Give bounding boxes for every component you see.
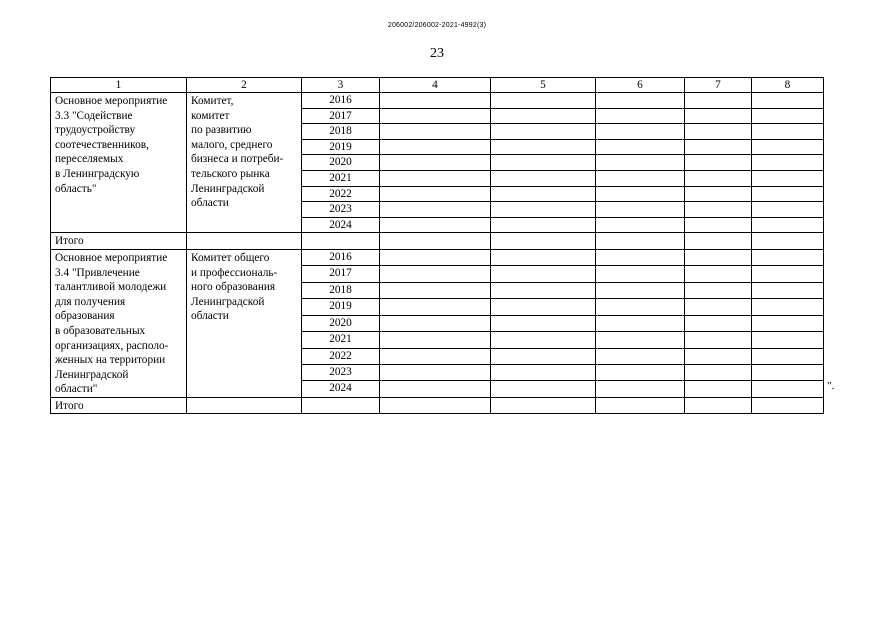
empty-value-cell	[596, 299, 685, 315]
empty-value-cell	[596, 124, 685, 140]
empty-value-cell	[752, 186, 824, 202]
event-name-line: область"	[55, 182, 97, 195]
empty-value-cell	[596, 282, 685, 298]
empty-value-cell	[491, 282, 596, 298]
executor-line: Комитет общего	[191, 251, 270, 264]
event-name-line: Ленинградской	[55, 368, 129, 381]
column-number: 4	[380, 78, 491, 93]
year-cell: 2019	[302, 139, 380, 155]
empty-value-cell	[596, 348, 685, 364]
event-name-line: талантливой молодежи	[55, 281, 167, 294]
event-name-line: для получения	[55, 295, 126, 308]
closing-quote-mark: ".	[827, 380, 835, 392]
empty-value-cell	[752, 381, 824, 397]
program-table	[50, 77, 824, 414]
empty-value-cell	[685, 332, 752, 348]
empty-value-cell	[596, 186, 685, 202]
empty-value-cell	[380, 124, 491, 140]
page-number: 23	[430, 46, 444, 61]
empty-value-cell	[596, 266, 685, 282]
empty-value-cell	[302, 233, 380, 250]
event-name-line: Основное мероприятие	[55, 251, 168, 264]
empty-value-cell	[752, 124, 824, 140]
column-number: 6	[596, 78, 685, 93]
empty-value-cell	[380, 217, 491, 233]
empty-value-cell	[187, 397, 302, 414]
empty-value-cell	[380, 365, 491, 381]
empty-value-cell	[752, 93, 824, 109]
empty-value-cell	[380, 282, 491, 298]
event-name-line: области"	[55, 383, 98, 396]
column-number: 3	[302, 78, 380, 93]
year-cell: 2023	[302, 202, 380, 218]
empty-value-cell	[380, 266, 491, 282]
empty-value-cell	[380, 233, 491, 250]
year-cell: 2024	[302, 217, 380, 233]
empty-value-cell	[685, 348, 752, 364]
empty-value-cell	[685, 186, 752, 202]
empty-value-cell	[685, 397, 752, 414]
empty-value-cell	[752, 397, 824, 414]
empty-value-cell	[752, 170, 824, 186]
empty-value-cell	[302, 397, 380, 414]
event-name-cell	[51, 249, 187, 397]
year-row	[51, 249, 824, 265]
executor-line: области	[191, 197, 229, 210]
year-cell: 2021	[302, 332, 380, 348]
empty-value-cell	[685, 124, 752, 140]
empty-value-cell	[596, 233, 685, 250]
empty-value-cell	[752, 108, 824, 124]
total-row	[51, 233, 824, 250]
empty-value-cell	[752, 348, 824, 364]
empty-value-cell	[752, 332, 824, 348]
executor-cell	[187, 249, 302, 397]
event-name-line: трудоустройству	[55, 124, 136, 137]
document-id: 206002/206002-2021-4992(3)	[387, 22, 487, 29]
empty-value-cell	[685, 249, 752, 265]
empty-value-cell	[685, 217, 752, 233]
empty-value-cell	[491, 332, 596, 348]
event-name-line: женных на территории	[55, 354, 166, 367]
empty-value-cell	[491, 249, 596, 265]
event-name-cell	[51, 93, 187, 233]
empty-value-cell	[685, 139, 752, 155]
empty-value-cell	[685, 315, 752, 331]
empty-value-cell	[596, 202, 685, 218]
empty-value-cell	[685, 381, 752, 397]
executor-line: Комитет,	[191, 95, 234, 107]
event-name-line: 3.4 "Привлечение	[55, 266, 140, 279]
year-cell: 2022	[302, 186, 380, 202]
empty-value-cell	[596, 170, 685, 186]
empty-value-cell	[380, 202, 491, 218]
executor-line: Ленинградской	[191, 182, 265, 195]
empty-value-cell	[752, 315, 824, 331]
executor-line: ного образования	[191, 281, 276, 294]
empty-value-cell	[491, 381, 596, 397]
empty-value-cell	[491, 139, 596, 155]
executor-line: области	[191, 310, 229, 323]
total-row	[51, 397, 824, 414]
empty-value-cell	[752, 365, 824, 381]
year-cell: 2022	[302, 348, 380, 364]
empty-value-cell	[491, 348, 596, 364]
empty-value-cell	[596, 249, 685, 265]
empty-value-cell	[596, 155, 685, 171]
year-cell: 2019	[302, 299, 380, 315]
year-cell: 2016	[302, 249, 380, 265]
empty-value-cell	[380, 381, 491, 397]
empty-value-cell	[596, 139, 685, 155]
empty-value-cell	[685, 93, 752, 109]
event-name-line: Основное мероприятие	[55, 95, 168, 107]
empty-value-cell	[596, 332, 685, 348]
empty-value-cell	[380, 155, 491, 171]
empty-value-cell	[380, 93, 491, 109]
empty-value-cell	[491, 266, 596, 282]
empty-value-cell	[187, 233, 302, 250]
empty-value-cell	[596, 315, 685, 331]
year-cell: 2018	[302, 282, 380, 298]
event-name-line: 3.3 "Содействие	[55, 109, 133, 122]
empty-value-cell	[380, 108, 491, 124]
empty-value-cell	[685, 170, 752, 186]
empty-value-cell	[685, 202, 752, 218]
empty-value-cell	[491, 365, 596, 381]
empty-value-cell	[491, 233, 596, 250]
column-number: 7	[685, 78, 752, 93]
empty-value-cell	[491, 397, 596, 414]
empty-value-cell	[380, 397, 491, 414]
executor-line: бизнеса и потреби-	[191, 153, 284, 166]
empty-value-cell	[685, 282, 752, 298]
empty-value-cell	[596, 217, 685, 233]
empty-value-cell	[491, 170, 596, 186]
executor-line: Ленинградской	[191, 295, 265, 308]
year-cell: 2021	[302, 170, 380, 186]
empty-value-cell	[380, 139, 491, 155]
empty-value-cell	[491, 217, 596, 233]
empty-value-cell	[380, 348, 491, 364]
empty-value-cell	[491, 93, 596, 109]
empty-value-cell	[491, 124, 596, 140]
empty-value-cell	[685, 365, 752, 381]
empty-value-cell	[380, 170, 491, 186]
column-number-row	[51, 78, 824, 93]
executor-line: тельского рынка	[191, 167, 270, 180]
empty-value-cell	[596, 397, 685, 414]
year-row	[51, 93, 824, 109]
executor-cell	[187, 93, 302, 233]
executor-line: малого, среднего	[191, 138, 273, 151]
year-cell: 2023	[302, 365, 380, 381]
event-name-line: переселяемых	[55, 153, 124, 166]
event-name-line: образования	[55, 310, 115, 323]
empty-value-cell	[752, 266, 824, 282]
executor-line: и профессиональ-	[191, 266, 278, 279]
year-cell: 2017	[302, 266, 380, 282]
empty-value-cell	[596, 365, 685, 381]
column-number: 1	[51, 78, 187, 93]
event-name-line: организациях, располо-	[55, 339, 169, 352]
empty-value-cell	[685, 233, 752, 250]
empty-value-cell	[596, 93, 685, 109]
empty-value-cell	[491, 202, 596, 218]
year-cell: 2020	[302, 315, 380, 331]
empty-value-cell	[752, 299, 824, 315]
year-cell: 2018	[302, 124, 380, 140]
event-name-line: в Ленинградскую	[55, 167, 140, 180]
empty-value-cell	[491, 315, 596, 331]
column-number: 8	[752, 78, 824, 93]
empty-value-cell	[380, 315, 491, 331]
empty-value-cell	[491, 186, 596, 202]
empty-value-cell	[685, 155, 752, 171]
empty-value-cell	[685, 299, 752, 315]
empty-value-cell	[752, 233, 824, 250]
empty-value-cell	[491, 108, 596, 124]
empty-value-cell	[752, 139, 824, 155]
event-name-line: в образовательных	[55, 324, 146, 337]
empty-value-cell	[685, 266, 752, 282]
empty-value-cell	[491, 299, 596, 315]
empty-value-cell	[380, 299, 491, 315]
empty-value-cell	[491, 155, 596, 171]
empty-value-cell	[596, 381, 685, 397]
empty-value-cell	[380, 332, 491, 348]
column-number: 2	[187, 78, 302, 93]
total-label: Итого	[51, 397, 187, 414]
empty-value-cell	[752, 282, 824, 298]
column-number: 5	[491, 78, 596, 93]
year-cell: 2020	[302, 155, 380, 171]
year-cell: 2017	[302, 108, 380, 124]
empty-value-cell	[380, 249, 491, 265]
empty-value-cell	[596, 108, 685, 124]
year-cell: 2016	[302, 93, 380, 109]
empty-value-cell	[752, 155, 824, 171]
empty-value-cell	[685, 108, 752, 124]
empty-value-cell	[752, 249, 824, 265]
empty-value-cell	[380, 186, 491, 202]
executor-line: комитет	[191, 109, 230, 122]
empty-value-cell	[752, 202, 824, 218]
empty-value-cell	[752, 217, 824, 233]
executor-line: по развитию	[191, 124, 252, 137]
event-name-line: соотечественников,	[55, 138, 149, 151]
year-cell: 2024	[302, 381, 380, 397]
total-label: Итого	[51, 233, 187, 250]
